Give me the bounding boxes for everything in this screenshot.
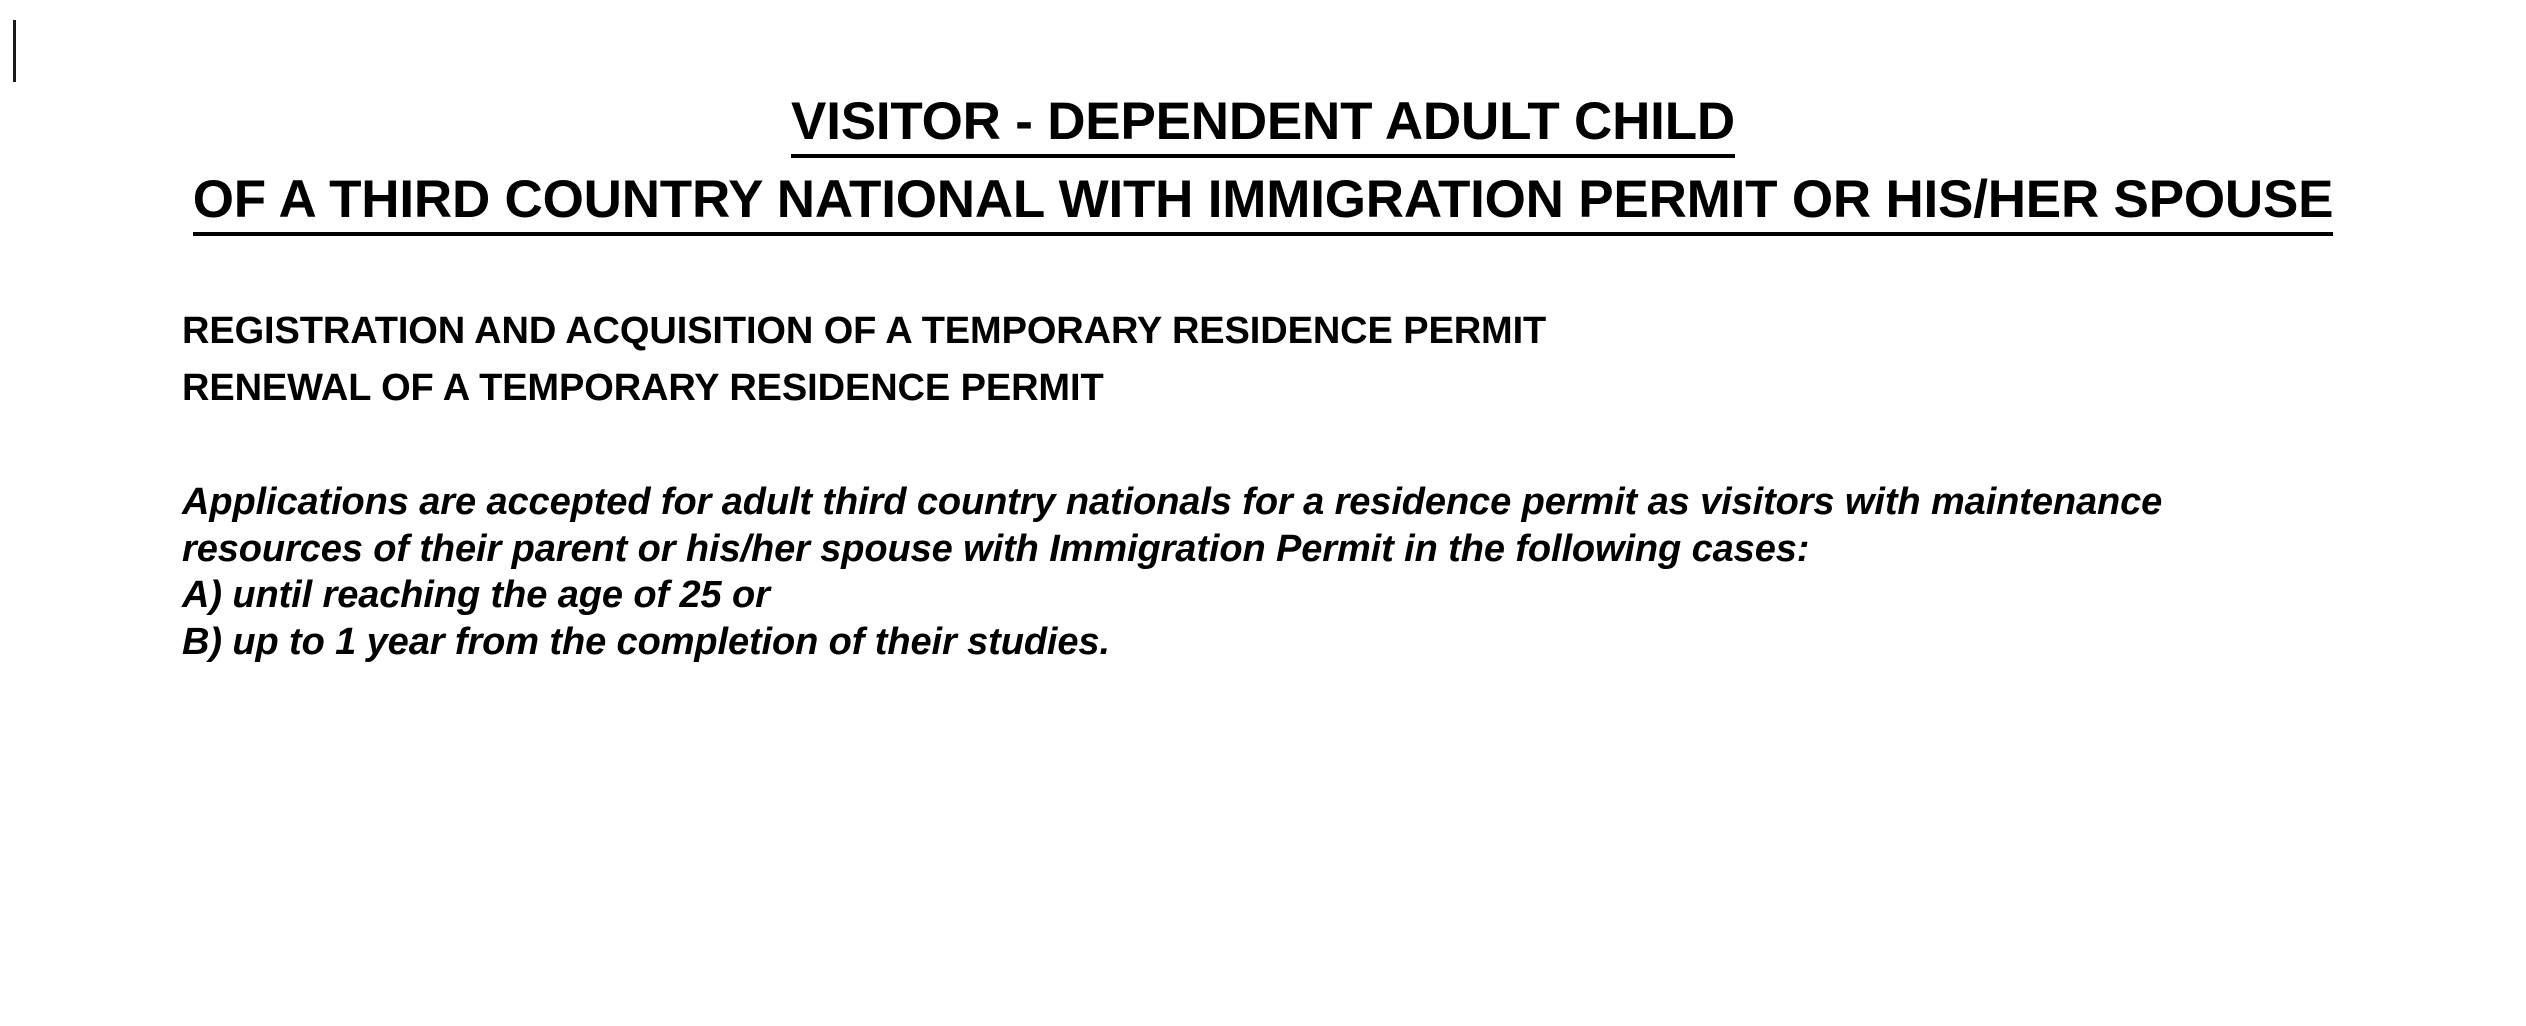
text-cursor [13,20,16,82]
intro-item-b: B) up to 1 year from the completion of their studies. [182,620,1110,663]
title-line-1: VISITOR - DEPENDENT ADULT CHILD [791,92,1735,158]
title-line-2: OF A THIRD COUNTRY NATIONAL WITH IMMIGRATION PERMIT OR HIS/HER SPOUSE [193,170,2334,236]
document-title [0,0,2526,236]
subheading-registration: REGISTRATION AND ACQUISITION OF A TEMPORARY RESIDENCE PERMIT [182,309,1547,352]
intro-item-a: A) until reaching the age of 25 or [182,574,770,617]
intro-paragraph: Applications are accepted for adult third country nationals for a residence permit as visitors with maintenance resources of their parent or his/her spouse with Immigration Permit in the following cases: [182,481,2163,570]
intro-block [182,479,2406,664]
subheading-renewal: RENEWAL OF A TEMPORARY RESIDENCE PERMIT [182,367,1104,410]
document-body [0,308,2526,665]
